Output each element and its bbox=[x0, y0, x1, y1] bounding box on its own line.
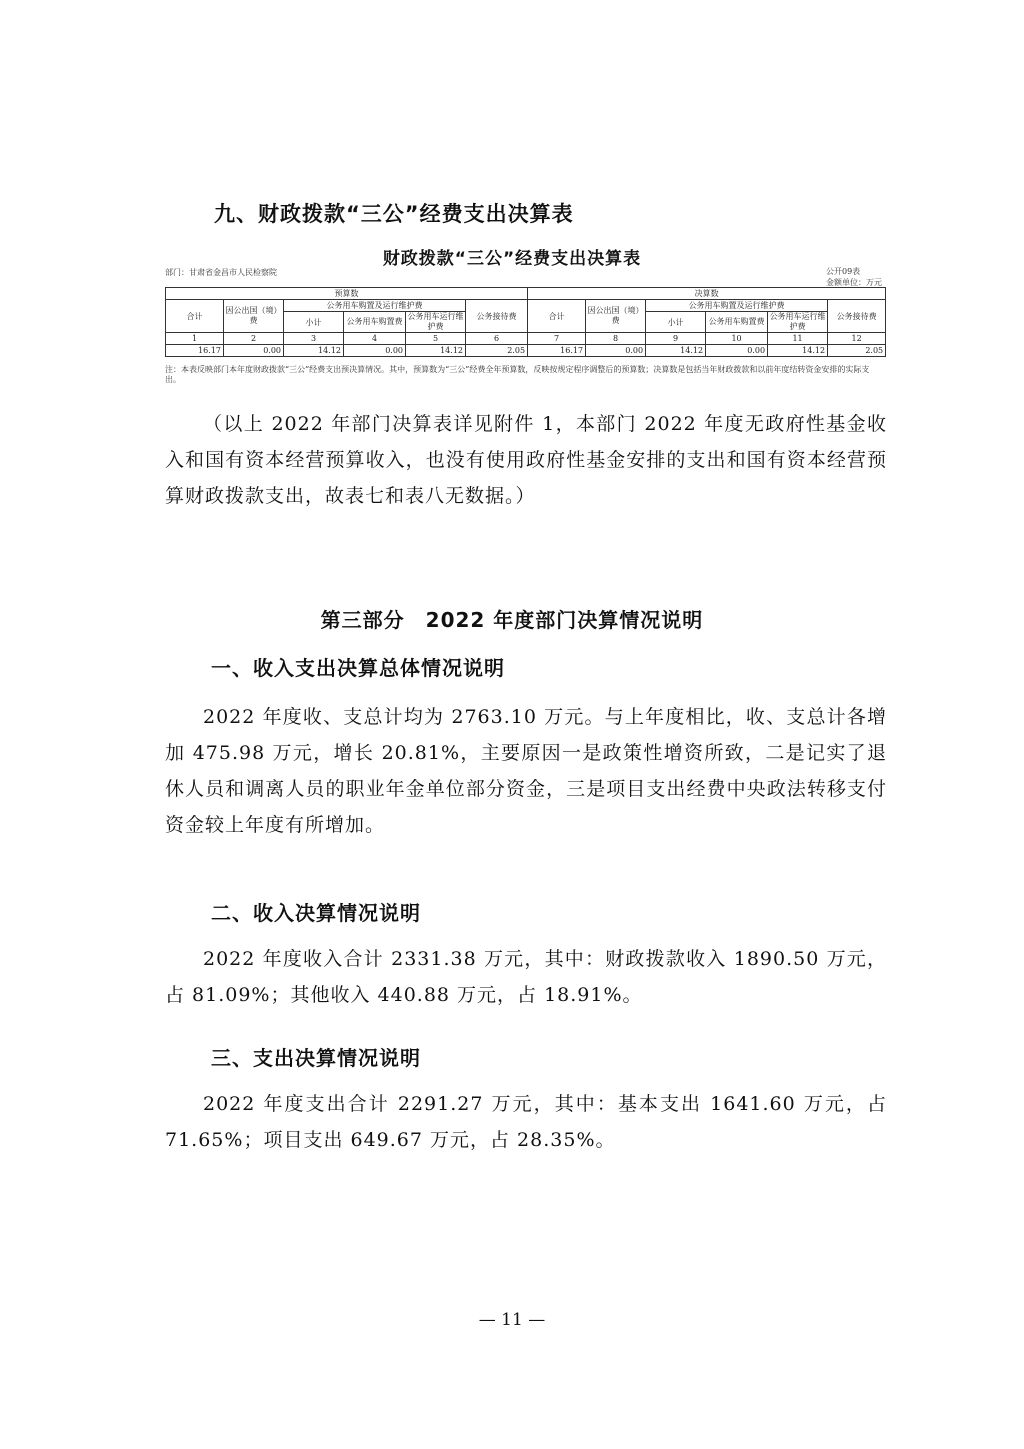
table-cell: 2.05 bbox=[828, 345, 886, 357]
paragraph-text: 2022 年度收、支总计均为 2763.10 万元。与上年度相比，收、支总计各增加 475.98 万元，增长 20.81%，主要原因一是政策性增资所致，二是记实了退休人员和调离人员的职业年金单位部分资金，三是项目支出经费中央政法转移支付资金较上年度有所增加。 bbox=[165, 706, 887, 836]
column-number: 8 bbox=[586, 333, 646, 345]
col-header-abroad: 因公出国（境）费 bbox=[586, 300, 646, 333]
column-number: 4 bbox=[344, 333, 406, 345]
form-number: 公开09表 bbox=[826, 267, 861, 276]
part-title: 第三部分 2022 年度部门决算情况说明 bbox=[320, 608, 704, 632]
col-header-purchase: 公务用车购置费 bbox=[706, 312, 768, 333]
table-cell: 0.00 bbox=[224, 345, 284, 357]
col-header-abroad: 因公出国（境）费 bbox=[224, 300, 284, 333]
paragraph-text: 2022 年度收入合计 2331.38 万元，其中：财政拨款收入 1890.50 万元，占 81.09%；其他收入 440.88 万元，占 18.91%。 bbox=[165, 948, 887, 1006]
table-note: 注：本表反映部门本年度财政拨款“三公”经费支出预决算情况。其中，预算数为“三公”经费全年预算数，反映按规定程序调整后的预算数；决算数是包括当年财政拨款和以前年度结转资金安排的实际支出。 bbox=[165, 365, 870, 384]
column-number: 7 bbox=[528, 333, 586, 345]
col-header-purchase: 公务用车购置费 bbox=[344, 312, 406, 333]
section-1-heading: 一、收入支出决算总体情况说明 bbox=[211, 656, 505, 680]
table-cell: 0.00 bbox=[344, 345, 406, 357]
col-header-operation: 公务用车运行维护费 bbox=[407, 312, 464, 331]
col-header-total: 合计 bbox=[528, 300, 586, 333]
column-number: 12 bbox=[828, 333, 886, 345]
col-header-reception: 公务接待费 bbox=[466, 300, 528, 333]
column-number: 2 bbox=[224, 333, 284, 345]
page-number: — 11 — bbox=[478, 1310, 546, 1330]
intro-paragraph bbox=[165, 406, 887, 514]
section-3-heading: 三、支出决算情况说明 bbox=[211, 1046, 421, 1070]
budget-group-header: 预算数 bbox=[166, 288, 528, 300]
department-label: 部门：甘肃省金昌市人民检察院 bbox=[165, 268, 277, 277]
paragraph-text: （以上 2022 年部门决算表详见附件 1，本部门 2022 年度无政府性基金收入和国有资本经营预算收入，也没有使用政府性基金安排的支出和国有资本经营预算财政拨款支出，故表七和表八无数据。） bbox=[165, 413, 887, 507]
three-public-expenses-table bbox=[165, 287, 886, 357]
table-cell: 14.12 bbox=[768, 345, 828, 357]
col-header-subtotal: 小计 bbox=[646, 312, 706, 333]
vehicle-subgroup-header: 公务用车购置及运行维护费 bbox=[646, 300, 828, 312]
section-1-body bbox=[165, 699, 887, 843]
table-cell: 14.12 bbox=[646, 345, 706, 357]
table-cell: 14.12 bbox=[406, 345, 466, 357]
section-2-heading: 二、收入决算情况说明 bbox=[211, 901, 421, 925]
section-heading: 九、财政拨款“三公”经费支出决算表 bbox=[214, 202, 574, 226]
column-number: 11 bbox=[768, 333, 828, 345]
column-number: 9 bbox=[646, 333, 706, 345]
table-cell: 2.05 bbox=[466, 345, 528, 357]
column-number: 10 bbox=[706, 333, 768, 345]
col-header-total: 合计 bbox=[166, 300, 224, 333]
section-2-body bbox=[165, 941, 887, 1013]
final-group-header: 决算数 bbox=[528, 288, 886, 300]
table-cell: 0.00 bbox=[586, 345, 646, 357]
table-cell: 16.17 bbox=[166, 345, 224, 357]
unit-label: 金额单位：万元 bbox=[826, 278, 882, 287]
column-number: 5 bbox=[406, 333, 466, 345]
section-3-body bbox=[165, 1086, 887, 1158]
col-header-reception: 公务接待费 bbox=[828, 300, 886, 333]
table-title: 财政拨款“三公”经费支出决算表 bbox=[382, 249, 642, 269]
vehicle-subgroup-header: 公务用车购置及运行维护费 bbox=[284, 300, 466, 312]
table-cell: 14.12 bbox=[284, 345, 344, 357]
table-cell: 16.17 bbox=[528, 345, 586, 357]
table-row bbox=[166, 345, 886, 357]
paragraph-text: 2022 年度支出合计 2291.27 万元，其中：基本支出 1641.60 万元，占 71.65%；项目支出 649.67 万元，占 28.35%。 bbox=[165, 1093, 887, 1151]
column-number: 6 bbox=[466, 333, 528, 345]
column-number: 1 bbox=[166, 333, 224, 345]
table-cell: 0.00 bbox=[706, 345, 768, 357]
column-number-row bbox=[166, 333, 886, 345]
col-header-subtotal: 小计 bbox=[284, 312, 344, 333]
column-number: 3 bbox=[284, 333, 344, 345]
col-header-operation: 公务用车运行维护费 bbox=[769, 312, 826, 331]
